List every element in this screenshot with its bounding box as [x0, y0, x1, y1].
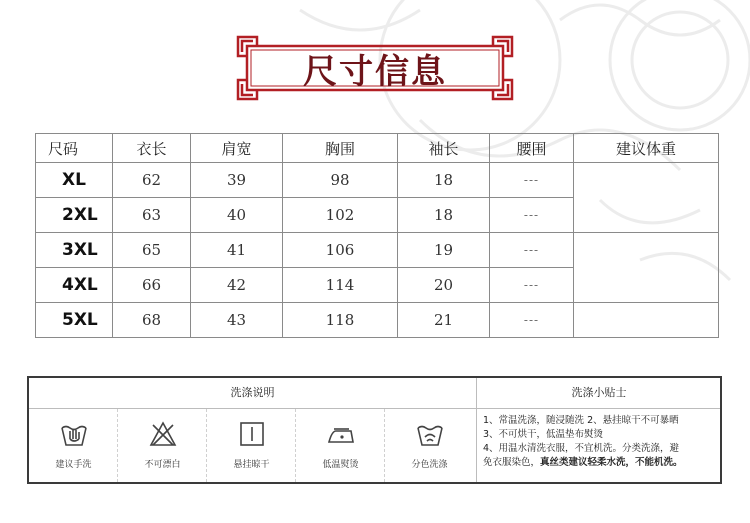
separate-wash-icon	[415, 419, 445, 449]
sleeve-cell: 19	[398, 233, 490, 268]
size-cell: 3XL	[36, 233, 113, 268]
waist-cell: ---	[490, 303, 574, 338]
header-chest: 胸围	[283, 134, 398, 163]
wash-label: 不可漂白	[144, 460, 181, 470]
header-sleeve: 袖长	[398, 134, 490, 163]
tips-heading: 洗涤小贴士	[476, 378, 721, 408]
wash-label: 悬挂晾干	[233, 460, 270, 470]
chest-cell: 114	[283, 268, 398, 303]
title-banner	[235, 34, 515, 102]
size-chart-table	[35, 133, 719, 338]
table-row	[36, 163, 719, 198]
wash-symbol-low-iron	[296, 409, 385, 482]
shoulder-cell: 42	[191, 268, 283, 303]
wash-body	[29, 409, 720, 482]
wash-instructions-box	[27, 376, 722, 484]
table-header-row	[36, 134, 719, 163]
table-row	[36, 303, 719, 338]
tip-line: 1、常温洗涤，随浸随洗 2、悬挂晾干不可暴晒	[483, 415, 679, 426]
weight-cell	[574, 233, 719, 268]
tip-line: 4、用温水清洗衣服，不宜机洗。分类洗涤，避	[483, 443, 680, 454]
weight-cell	[574, 198, 719, 233]
waist-cell: ---	[490, 233, 574, 268]
tip-line	[483, 456, 714, 470]
shoulder-cell: 43	[191, 303, 283, 338]
table-row	[36, 233, 719, 268]
table-row	[36, 198, 719, 233]
length-cell: 66	[113, 268, 191, 303]
no-bleach-icon	[148, 419, 178, 449]
sleeve-cell: 18	[398, 198, 490, 233]
shoulder-cell: 39	[191, 163, 283, 198]
weight-cell	[574, 268, 719, 303]
shoulder-cell: 41	[191, 233, 283, 268]
low-iron-icon	[326, 419, 356, 449]
chest-cell: 98	[283, 163, 398, 198]
wash-label: 建议手洗	[55, 460, 92, 470]
hang-dry-icon	[237, 419, 267, 449]
tip-text: 免衣服染色，	[483, 457, 541, 468]
wash-heading: 洗涤说明	[230, 386, 275, 399]
tip-line: 3、不可烘干，低温垫布熨烫	[483, 429, 604, 440]
wash-symbol-hand-wash	[29, 409, 118, 482]
header-length: 衣长	[113, 134, 191, 163]
wash-label: 低温熨烫	[322, 460, 359, 470]
wash-tips	[476, 409, 720, 482]
size-cell: 5XL	[36, 303, 113, 338]
header-weight: 建议体重	[574, 134, 719, 163]
wash-symbol-hang-dry	[207, 409, 296, 482]
waist-cell: ---	[490, 198, 574, 233]
sleeve-cell: 20	[398, 268, 490, 303]
length-cell: 65	[113, 233, 191, 268]
waist-cell: ---	[490, 268, 574, 303]
sleeve-cell: 18	[398, 163, 490, 198]
weight-cell	[574, 303, 719, 338]
shoulder-cell: 40	[191, 198, 283, 233]
size-cell: 4XL	[36, 268, 113, 303]
page-title: 尺寸信息	[303, 51, 447, 92]
wash-symbol-separate-wash	[385, 409, 474, 482]
sleeve-cell: 21	[398, 303, 490, 338]
length-cell: 68	[113, 303, 191, 338]
table-row	[36, 268, 719, 303]
waist-cell: ---	[490, 163, 574, 198]
length-cell: 62	[113, 163, 191, 198]
chest-cell: 102	[283, 198, 398, 233]
wash-header	[29, 378, 720, 409]
chest-cell: 118	[283, 303, 398, 338]
wash-label: 分色洗涤	[411, 460, 448, 470]
hand-wash-icon	[59, 419, 89, 449]
size-cell: 2XL	[36, 198, 113, 233]
header-waist: 腰围	[490, 134, 574, 163]
size-cell: XL	[36, 163, 113, 198]
tip-emphasis: 真丝类建议轻柔水洗，不能机洗。	[540, 457, 683, 468]
header-size: 尺码	[36, 134, 113, 163]
header-shoulder: 肩宽	[191, 134, 283, 163]
wash-symbol-no-bleach	[118, 409, 207, 482]
length-cell: 63	[113, 198, 191, 233]
weight-cell	[574, 163, 719, 198]
chest-cell: 106	[283, 233, 398, 268]
